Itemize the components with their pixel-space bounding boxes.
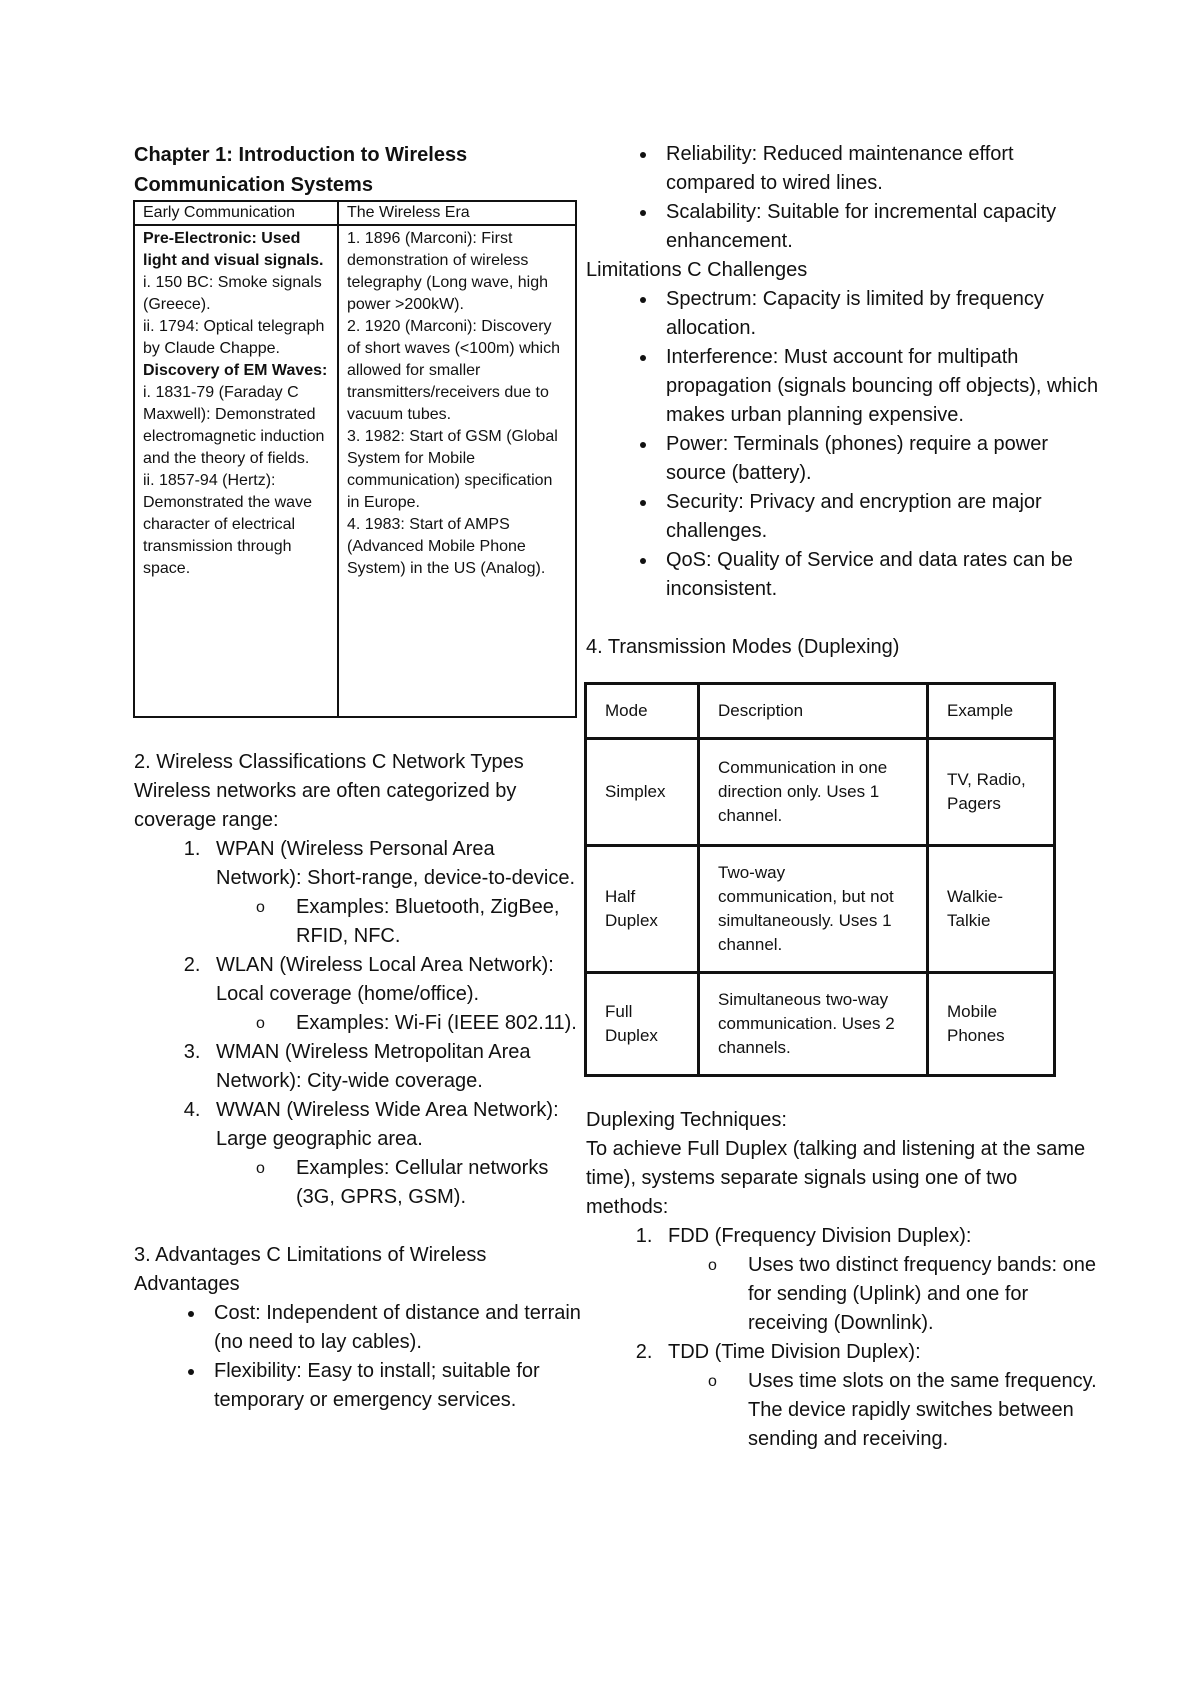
network-type-text: WWAN (Wireless Wide Area Network): Large geographic area. [216, 1099, 559, 1150]
wireless-era-cell [338, 225, 576, 717]
early-communication-cell [134, 225, 338, 717]
wireless-item: 4. 1983: Start of AMPS (Advanced Mobile Phone System) in the US (Analog). [347, 516, 546, 577]
technique-detail: Uses time slots on the same frequency. The device rapidly switches between sending and receiving. [748, 1370, 1097, 1450]
pre-electronic-heading: Pre-Electronic: Used light and visual signals. [143, 230, 324, 269]
sub-item: o Uses two distinct frequency bands: one for sending (Uplink) and one for receiving (Downlink). [708, 1254, 1096, 1334]
sub-item: o Examples: Cellular networks (3G, GPRS, GSM). [256, 1157, 549, 1208]
list-item [658, 1222, 1100, 1338]
example-cell: TV, Radio, Pagers [928, 739, 1055, 846]
limitations-heading: Limitations C Challenges [586, 259, 808, 281]
chapter-title-line1: Chapter 1: Introduction to Wireless [134, 144, 468, 166]
description-cell: Simultaneous two-way communication. Uses 2 channels. [699, 973, 928, 1076]
network-type-text: WMAN (Wireless Metropolitan Area Network): City-wide coverage. [216, 1041, 531, 1092]
list-item: • Spectrum: Capacity is limited by frequency allocation. [658, 285, 1100, 343]
pre-item: i. 150 BC: Smoke signals (Greece). [143, 274, 322, 313]
wireless-item: 2. 1920 (Marconi): Discovery of short waves (<100m) which allowed for smaller transmitters/receivers due to vacuum tubes. [347, 318, 560, 423]
advantages-list [134, 1299, 584, 1415]
list-item [206, 951, 584, 1038]
mode-cell: Simplex [586, 739, 699, 846]
sub-item: o Examples: Wi-Fi (IEEE 802.11). [256, 1012, 577, 1034]
table-row [586, 973, 1055, 1076]
left-column [134, 140, 584, 1415]
chapter-title-line2: Communication Systems [134, 174, 373, 196]
header-description: Description [699, 684, 928, 739]
network-example: Examples: Cellular networks (3G, GPRS, GSM). [296, 1157, 549, 1208]
duplexing-techniques-intro: To achieve Full Duplex (talking and listening at the same time), systems separate signals using one of two methods: [586, 1138, 1086, 1218]
list-item [206, 1096, 584, 1212]
network-types-list [134, 835, 584, 1212]
header-example: Example [928, 684, 1055, 739]
technique-text: FDD (Frequency Division Duplex): [668, 1225, 972, 1247]
network-example: Examples: Wi-Fi (IEEE 802.11). [296, 1012, 577, 1034]
wireless-item: 1. 1896 (Marconi): First demonstration of wireless telegraphy (Long wave, high power >200kW). [347, 230, 549, 313]
limitations-list [586, 285, 1100, 604]
history-header-early: Early Communication [134, 201, 338, 225]
list-item: • Scalability: Suitable for incremental capacity enhancement. [658, 198, 1100, 256]
duplexing-techniques-list [586, 1222, 1100, 1454]
technique-detail: Uses two distinct frequency bands: one for sending (Uplink) and one for receiving (Downlink). [748, 1254, 1096, 1334]
list-item: • Flexibility: Easy to install; suitable for temporary or emergency services. [206, 1357, 584, 1415]
table-row [586, 739, 1055, 846]
mode-cell: Half Duplex [586, 846, 699, 973]
right-column [586, 140, 1100, 1454]
wireless-item: 3. 1982: Start of GSM (Global System for Mobile communication) specification in Europe. [347, 428, 558, 511]
transmission-modes-table [584, 682, 1056, 1077]
list-item: • Cost: Independent of distance and terrain (no need to lay cables). [206, 1299, 584, 1357]
list-item [658, 1338, 1100, 1454]
sub-item: o Examples: Bluetooth, ZigBee, RFID, NFC. [256, 896, 560, 947]
description-cell: Communication in one direction only. Uses 1 channel. [699, 739, 928, 846]
description-cell: Two-way communication, but not simultaneously. Uses 1 channel. [699, 846, 928, 973]
sub-item: o Uses time slots on the same frequency. The device rapidly switches between sending and receiving. [708, 1370, 1097, 1450]
example-cell: Mobile Phones [928, 973, 1055, 1076]
section4-heading: 4. Transmission Modes (Duplexing) [586, 636, 900, 658]
history-header-wireless: The Wireless Era [338, 201, 576, 225]
table-row [586, 846, 1055, 973]
list-item: • Interference: Must account for multipath propagation (signals bouncing off objects), which makes urban planning expensive. [658, 343, 1100, 430]
pre-item: ii. 1794: Optical telegraph by Claude Chappe. [143, 318, 325, 357]
chapter-title [134, 140, 584, 200]
list-item: • Security: Privacy and encryption are major challenges. [658, 488, 1100, 546]
list-item: • Power: Terminals (phones) require a power source (battery). [658, 430, 1100, 488]
technique-text: TDD (Time Division Duplex): [668, 1341, 921, 1363]
advantages-list-continued [586, 140, 1100, 256]
network-type-text: WLAN (Wireless Local Area Network): Local coverage (home/office). [216, 954, 554, 1005]
history-table [133, 200, 577, 718]
section2-intro: Wireless networks are often categorized by coverage range: [134, 780, 517, 831]
mode-cell: Full Duplex [586, 973, 699, 1076]
section2-heading: 2. Wireless Classifications C Network Types [134, 751, 524, 773]
list-item: • QoS: Quality of Service and data rates can be inconsistent. [658, 546, 1100, 604]
network-example: Examples: Bluetooth, ZigBee, RFID, NFC. [296, 896, 560, 947]
network-type-text: WPAN (Wireless Personal Area Network): Short-range, device-to-device. [216, 838, 576, 889]
list-item [206, 835, 584, 951]
list-item [206, 1038, 584, 1096]
em-waves-heading: Discovery of EM Waves: [143, 362, 328, 379]
advantages-heading: Advantages [134, 1273, 240, 1295]
header-mode: Mode [586, 684, 699, 739]
em-item: ii. 1857-94 (Hertz): Demonstrated the wave character of electrical transmission through space. [143, 472, 312, 577]
list-item: • Reliability: Reduced maintenance effort compared to wired lines. [658, 140, 1100, 198]
table-header-row [586, 684, 1055, 739]
section3-heading: 3. Advantages C Limitations of Wireless [134, 1244, 487, 1266]
example-cell: Walkie-Talkie [928, 846, 1055, 973]
em-item: i. 1831-79 (Faraday C Maxwell): Demonstrated electromagnetic induction and the theory of fields. [143, 384, 325, 467]
duplexing-techniques-heading: Duplexing Techniques: [586, 1109, 787, 1131]
